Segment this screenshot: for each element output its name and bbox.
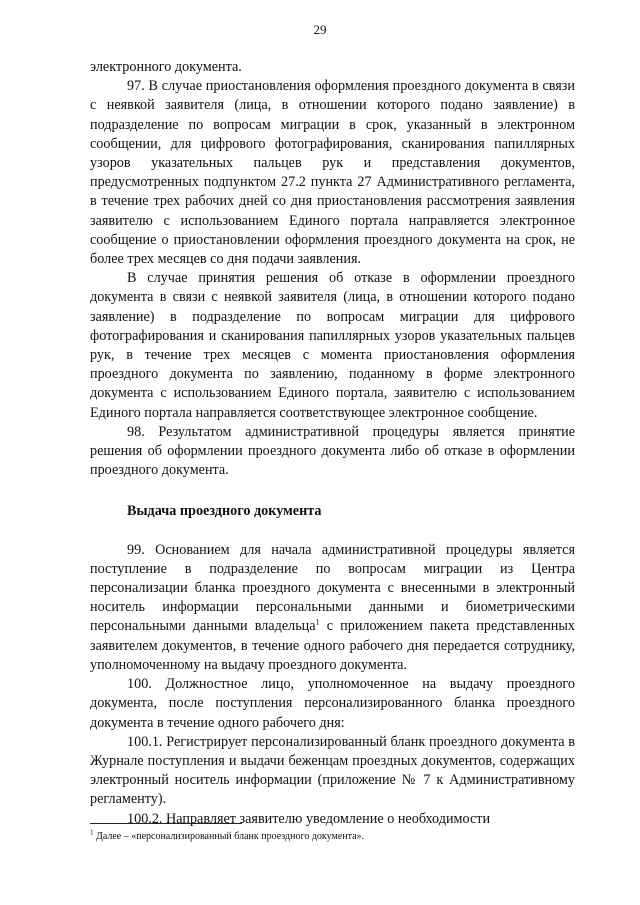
footnote-text: Далее – «персонализированный бланк проездного документа». (93, 831, 365, 842)
paragraph-continuation: электронного документа. (90, 59, 242, 75)
paragraph-99-part1: 99. Основанием для начала административной процедуры является поступление в подразделение по вопросам миграции из Центра персонализации бланка проездного документа с внесенными в электронный носитель информации персональными данными и биометрическими персональными данными владельца (90, 541, 575, 635)
paragraph-98: 98. Результатом административной процедуры является принятие решения об оформлении проездного документа либо об отказе в оформлении проездного документа. (90, 423, 575, 479)
document-body (90, 58, 575, 829)
footnote (90, 830, 575, 843)
page-number: 29 (313, 22, 327, 37)
footnote-reference: 1 (315, 617, 320, 627)
paragraph-100-2: 100.2. Направляет заявителю уведомление о необходимости (127, 810, 491, 827)
section-heading: Выдача проездного документа (127, 503, 322, 520)
paragraph-100: 100. Должностное лицо, уполномоченное на выдачу проездного документа, после поступления персонализированного бланка проездного документа в течение одного рабочего дня: (90, 676, 575, 731)
paragraph-99-part2: с приложением пакета представленных заявителем документов, в течение одного рабочего дня передается сотруднику, уполномоченному на выдачу проездного документа. (90, 618, 575, 673)
paragraph-97: 97. В случае приостановления оформления проездного документа в связи с неявкой заявителя (лица, в отношении которого подано заявление) в подразделение по вопросам миграции в срок, указанный в электронном сообщении, для цифрового фотографирования, сканирования папиллярных узоров указательных пальцев рук и представления документов, предусмотренных подпунктом 27.2 пункта 27 Административного регламента, в течение трех рабочих дней со дня приостановления рассмотрения заявления заявителю с использованием Единого портала направляется электронное сообщение о приостановлении оформления проездного документа на срок, не более трех месяцев со дня подачи заявления. (90, 78, 575, 268)
paragraph-refusal: В случае принятия решения об отказе в оформлении проездного документа в связи с неявкой заявителя (лица, в отношении которого подано заявление) в подразделение по вопросам миграции для цифрового фотографирования и сканирования папиллярных узоров указательных пальцев рук, в течение трех месяцев с момента приостановления оформления проездного документа по заявлению, поданному в форме электронного документа с использованием Единого портала, заявителю с использованием Единого портала направляется соответствующее электронное сообщение. (90, 270, 575, 421)
paragraph-100-1: 100.1. Регистрирует персонализированный бланк проездного документа в Журнале поступления и выдачи беженцам проездных документов, содержащих электронный носитель информации (приложение № 7 к Административному регламенту). (90, 733, 575, 808)
paragraph-99 (90, 541, 575, 675)
footnote-mark: 1 (90, 828, 94, 837)
footnote-divider (90, 823, 242, 824)
